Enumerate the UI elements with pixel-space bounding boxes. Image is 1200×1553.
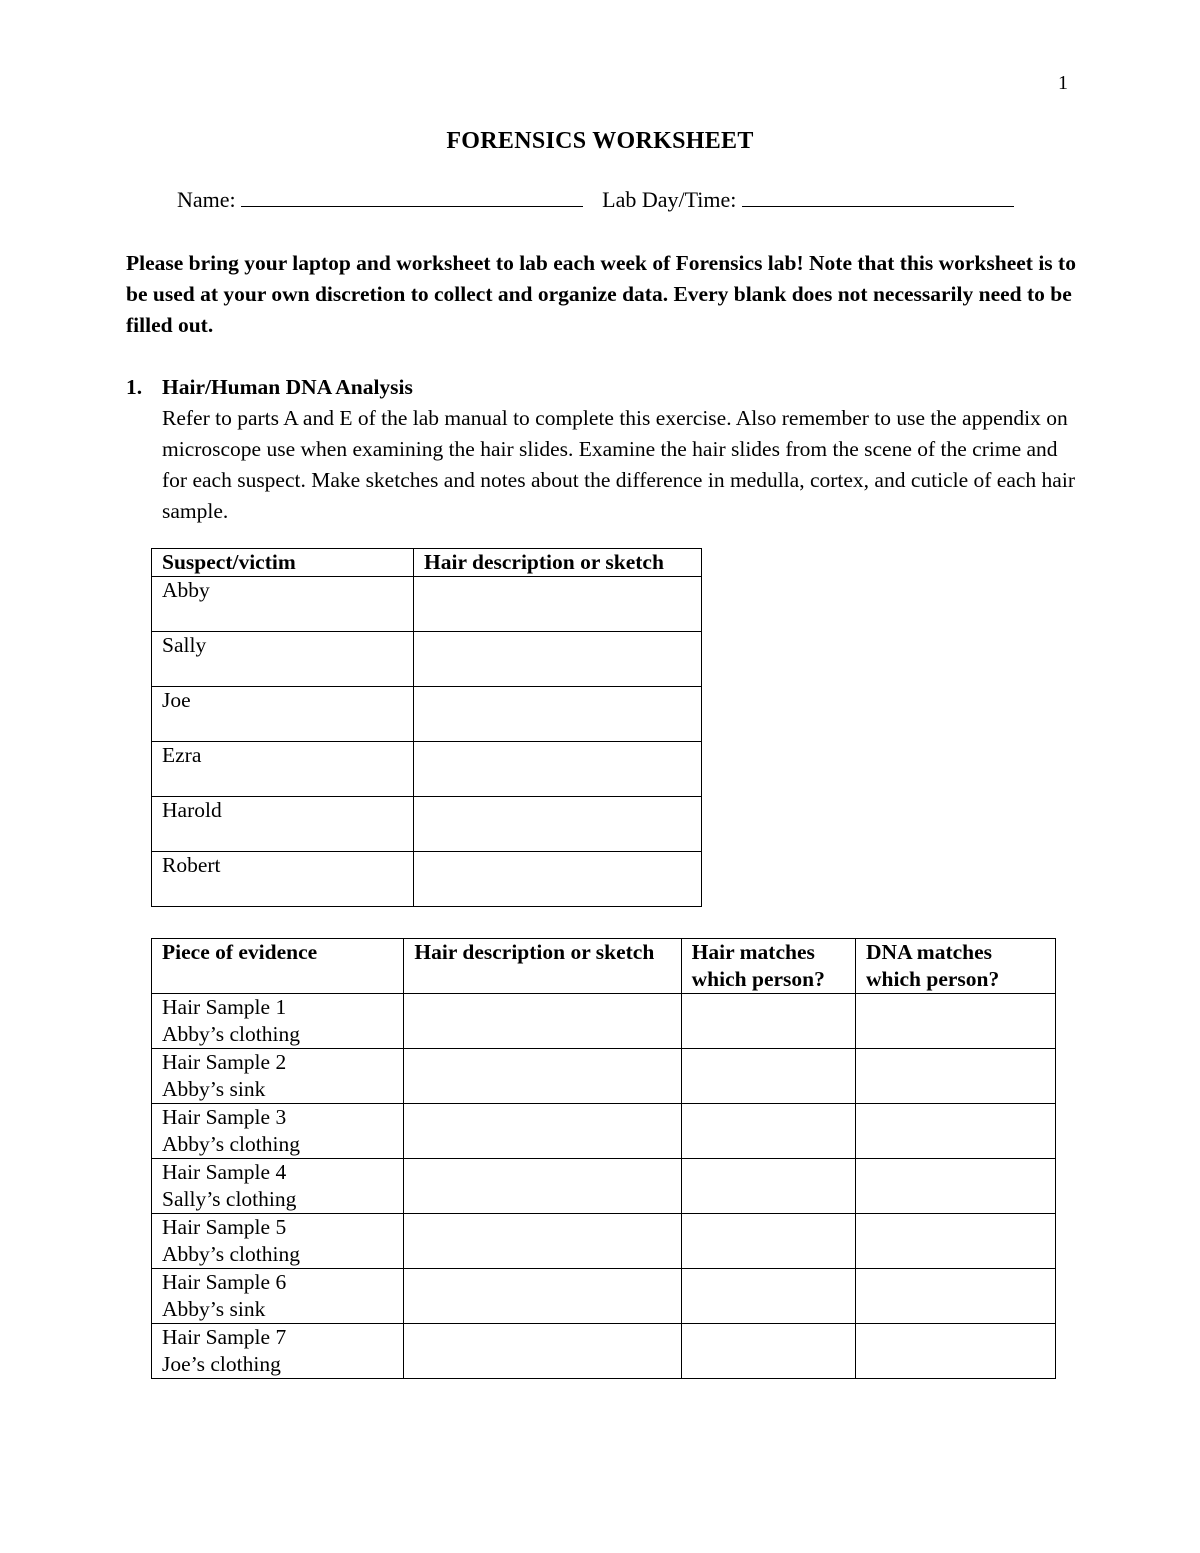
sample-name: Hair Sample 2 — [162, 1050, 287, 1074]
sample-name: Hair Sample 1 — [162, 995, 287, 1019]
dna-match-cell[interactable] — [856, 1214, 1056, 1269]
sample-name: Hair Sample 7 — [162, 1325, 287, 1349]
hair-match-cell[interactable] — [681, 1104, 855, 1159]
table-row — [152, 1104, 1056, 1159]
sample-name: Hair Sample 5 — [162, 1215, 287, 1239]
sample-name: Hair Sample 4 — [162, 1160, 287, 1184]
dna-match-cell[interactable] — [856, 1324, 1056, 1379]
page-number: 1 — [1058, 72, 1068, 94]
dna-match-cell[interactable] — [856, 1159, 1056, 1214]
hair-description-cell[interactable] — [404, 1159, 681, 1214]
name-label: Name: — [177, 187, 236, 212]
hair-match-cell[interactable] — [681, 1324, 855, 1379]
hair-description-cell[interactable] — [414, 577, 702, 632]
table-row — [152, 1324, 1056, 1379]
dna-match-cell[interactable] — [856, 1104, 1056, 1159]
section-instructions: Refer to parts A and E of the lab manual to complete this exercise. Also remember to use the appendix on microscope use when examining the hair slides. Examine the hair slides from the scene of the crime and for each suspect. Make sketches and notes about the difference in medulla, cortex, and cuticle of each hair sample. — [162, 406, 1075, 523]
table-header-row — [152, 939, 1056, 994]
evidence-cell — [152, 1049, 404, 1104]
hair-match-cell[interactable] — [681, 1269, 855, 1324]
sample-location: Sally’s clothing — [162, 1187, 297, 1211]
suspect-name: Joe — [152, 687, 414, 742]
hair-description-cell[interactable] — [414, 742, 702, 797]
section-title: Hair/Human DNA Analysis — [162, 375, 413, 399]
section-heading — [126, 372, 1076, 403]
dna-match-cell[interactable] — [856, 1269, 1056, 1324]
sample-name: Hair Sample 6 — [162, 1270, 287, 1294]
hair-description-cell[interactable] — [414, 687, 702, 742]
name-lab-line — [177, 186, 1014, 213]
notice-text: Please bring your laptop and worksheet to lab each week of Forensics lab! Note that this worksheet is to be used at your own discretion to collect and organize data. Every blank does not necessarily need to be filled out. — [126, 251, 1076, 337]
evidence-cell — [152, 1324, 404, 1379]
table-row — [152, 1049, 1056, 1104]
suspect-name: Harold — [152, 797, 414, 852]
header-suspect-victim: Suspect/victim — [152, 549, 414, 577]
header-hair-matches: Hair matches which person? — [681, 939, 855, 994]
sample-location: Joe’s clothing — [162, 1352, 281, 1376]
table-row — [152, 632, 702, 687]
table-row — [152, 852, 702, 907]
section-number: 1. — [126, 375, 143, 399]
suspect-name: Sally — [152, 632, 414, 687]
lab-day-time-blank[interactable] — [742, 186, 1014, 207]
hair-description-cell[interactable] — [404, 1104, 681, 1159]
page-title: FORENSICS WORKSHEET — [446, 128, 754, 154]
header-hair-description: Hair description or sketch — [404, 939, 681, 994]
hair-match-cell[interactable] — [681, 1214, 855, 1269]
suspect-name: Ezra — [152, 742, 414, 797]
hair-description-cell[interactable] — [404, 1214, 681, 1269]
table-row — [152, 687, 702, 742]
table-header-row — [152, 549, 702, 577]
sample-location: Abby’s sink — [162, 1077, 266, 1101]
evidence-cell — [152, 1104, 404, 1159]
hair-description-cell[interactable] — [414, 852, 702, 907]
evidence-cell — [152, 994, 404, 1049]
evidence-table — [151, 938, 1056, 1379]
sample-location: Abby’s clothing — [162, 1022, 300, 1046]
table-row — [152, 797, 702, 852]
hair-description-cell[interactable] — [404, 1324, 681, 1379]
dna-match-cell[interactable] — [856, 994, 1056, 1049]
hair-description-cell[interactable] — [404, 1269, 681, 1324]
sample-name: Hair Sample 3 — [162, 1105, 287, 1129]
hair-match-cell[interactable] — [681, 1049, 855, 1104]
suspect-name: Robert — [152, 852, 414, 907]
suspect-name: Abby — [152, 577, 414, 632]
evidence-cell — [152, 1269, 404, 1324]
header-dna-matches: DNA matches which person? — [856, 939, 1056, 994]
section-hair-dna — [126, 372, 1076, 527]
sample-location: Abby’s clothing — [162, 1132, 300, 1156]
dna-match-cell[interactable] — [856, 1049, 1056, 1104]
table-row — [152, 577, 702, 632]
table-row — [152, 742, 702, 797]
table-row — [152, 1214, 1056, 1269]
table-row — [152, 994, 1056, 1049]
sample-location: Abby’s sink — [162, 1297, 266, 1321]
hair-match-cell[interactable] — [681, 1159, 855, 1214]
evidence-cell — [152, 1214, 404, 1269]
table-row — [152, 1159, 1056, 1214]
hair-match-cell[interactable] — [681, 994, 855, 1049]
sample-location: Abby’s clothing — [162, 1242, 300, 1266]
table-row — [152, 1269, 1056, 1324]
hair-description-cell[interactable] — [414, 632, 702, 687]
hair-description-cell[interactable] — [414, 797, 702, 852]
hair-description-cell[interactable] — [404, 994, 681, 1049]
evidence-cell — [152, 1159, 404, 1214]
name-blank[interactable] — [241, 186, 583, 207]
suspect-hair-table — [151, 548, 702, 907]
lab-day-time-label: Lab Day/Time: — [602, 187, 737, 212]
header-hair-description: Hair description or sketch — [414, 549, 702, 577]
header-piece-of-evidence: Piece of evidence — [152, 939, 404, 994]
hair-description-cell[interactable] — [404, 1049, 681, 1104]
